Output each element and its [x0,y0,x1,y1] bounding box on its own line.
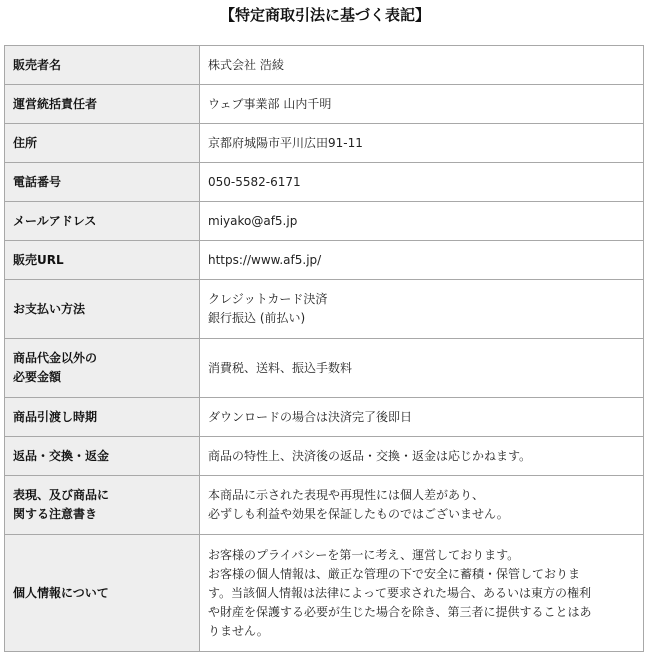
table-row-manager [5,85,644,124]
row-label-line: メールアドレス [13,213,97,228]
table-row-returns [5,437,644,476]
row-label [5,280,200,339]
row-value-line: お客様のプライバシーを第一に考え、運営しております。 [208,547,520,562]
table-row-payment [5,280,644,339]
row-value [200,163,644,202]
row-value [200,85,644,124]
row-value-line: ダウンロードの場合は決済完了後即日 [208,409,413,424]
row-value-line: 本商品に示された表現や再現性には個人差があり、 [208,488,485,502]
table-row-privacy [5,535,644,652]
row-value-line: クレジットカード決済 [208,292,328,306]
row-label-line: 必要金額 [13,370,62,384]
row-value [200,124,644,163]
row-label [5,437,200,476]
row-label-line: 販売者名 [13,57,62,72]
row-value-line: 必ずしも利益や効果を保証したものではございません。 [208,507,509,521]
row-label [5,124,200,163]
row-value [200,241,644,280]
row-value-line: お客様の個人情報は、厳正な管理の下で安全に蓄積・保管しておりま [208,566,581,581]
table-row-delivery [5,398,644,437]
row-label [5,202,200,241]
table-row-email [5,202,644,241]
row-value-line: ウェブ事業部 山内千明 [208,96,332,111]
row-label-line: お支払い方法 [13,301,86,316]
table-row-phone [5,163,644,202]
row-value [200,437,644,476]
row-value-line: りません。 [208,623,269,638]
row-label-line: 電話番号 [13,174,62,189]
row-label [5,163,200,202]
row-label [5,476,200,535]
row-value-line: https://www.af5.jp/ [208,252,322,267]
row-label-line: 運営統括責任者 [13,96,98,111]
row-label [5,85,200,124]
row-value [200,476,644,535]
row-label [5,535,200,652]
row-label-line: 表現、及び商品に [13,488,110,502]
row-label-line: 個人情報について [13,585,109,600]
row-value-line: や財産を保護する必要が生じた場合を除き、第三者に提供することはあ [208,604,592,619]
row-label-line: 商品引渡し時期 [13,409,98,424]
row-value [200,280,644,339]
row-label [5,46,200,85]
legal-notice-table [4,45,644,652]
row-value [200,202,644,241]
row-value-line: miyako@af5.jp [208,213,298,228]
row-value [200,535,644,652]
row-value-line: 050-5582-6171 [208,174,301,189]
row-label [5,339,200,398]
row-label [5,398,200,437]
row-value-line: 株式会社 浩綾 [208,57,284,72]
row-value [200,339,644,398]
row-label-line: 関する注意書き [13,507,98,521]
row-value-line: 商品の特性上、決済後の返品・交換・返金は応じかねます。 [208,448,532,463]
row-value-line: す。当該個人情報は法律によって要求された場合、あるいは東方の権利 [208,585,592,600]
row-label [5,241,200,280]
row-value [200,398,644,437]
table-row-seller [5,46,644,85]
table-row-address [5,124,644,163]
table-row-url [5,241,644,280]
row-value-line: 京都府城陽市平川広田91-11 [208,135,363,150]
row-label-line: 販売URL [13,252,64,267]
row-label-line: 住所 [13,135,38,150]
row-value-line: 消費税、送料、振込手数料 [208,360,353,375]
row-value [200,46,644,85]
page-title: 【特定商取引法に基づく表記】 [219,6,430,24]
row-label-line: 商品代金以外の [13,351,98,365]
row-value-line: 銀行振込 (前払い) [208,311,306,325]
table-row-extra-fees [5,339,644,398]
table-row-disclaimer [5,476,644,535]
row-label-line: 返品・交換・返金 [13,448,110,463]
